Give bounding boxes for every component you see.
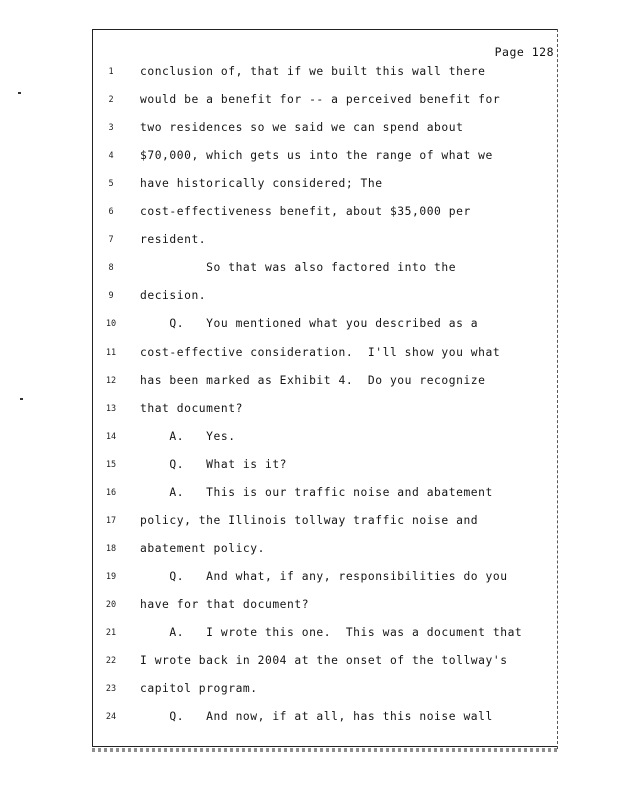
- line-number: 20: [105, 599, 117, 610]
- line-number: 6: [108, 207, 114, 218]
- transcript-line: policy, the Illinois tollway traffic noise and: [140, 513, 479, 527]
- line-number: 4: [108, 151, 114, 162]
- line-number: 1: [108, 67, 114, 77]
- line-number: 3: [108, 123, 114, 134]
- line-number: 12: [105, 375, 117, 386]
- line-number: 22: [105, 656, 117, 667]
- transcript-line: two residences so we said we can spend about: [140, 121, 464, 135]
- line-number: 8: [108, 263, 114, 274]
- transcript-line: abatement policy.: [140, 541, 265, 555]
- transcript-line: conclusion of, that if we built this wall there: [140, 65, 486, 78]
- transcript-line: decision.: [140, 289, 207, 303]
- scan-speck: [20, 398, 23, 400]
- line-number: 14: [105, 431, 117, 442]
- transcript-line: have historically considered; The: [140, 177, 383, 191]
- line-number: 7: [108, 235, 114, 246]
- transcript-line: cost-effectiveness benefit, about $35,000 per: [140, 205, 471, 219]
- line-number: 15: [105, 459, 117, 470]
- line-number: 21: [105, 628, 117, 638]
- line-number: 5: [108, 179, 114, 190]
- line-number: 19: [105, 571, 117, 582]
- transcript-line: capitol program.: [140, 682, 258, 696]
- transcript-page-frame: [92, 29, 558, 747]
- line-number: 10: [105, 319, 117, 330]
- line-number: 23: [105, 684, 117, 695]
- line-number: 2: [108, 95, 114, 106]
- line-number: 17: [105, 515, 117, 526]
- transcript-line: A. This is our traffic noise and abatement: [140, 485, 493, 499]
- line-number: 11: [105, 347, 117, 358]
- line-number: 24: [105, 712, 117, 723]
- transcript-line: cost-effective consideration. I'll show you what: [140, 345, 501, 359]
- line-number: 16: [105, 487, 117, 498]
- transcript-line: Q. And what, if any, responsibilities do you: [140, 569, 508, 583]
- transcript-line: A. Yes.: [140, 429, 236, 443]
- page-number: Page 128: [494, 45, 554, 59]
- transcript-line: has been marked as Exhibit 4. Do you recognize: [140, 373, 486, 387]
- transcript-line: Q. You mentioned what you described as a: [140, 317, 479, 331]
- transcript-line: I wrote back in 2004 at the onset of the tollway's: [140, 654, 508, 668]
- transcript-line: have for that document?: [140, 597, 310, 611]
- transcript-line: that document?: [140, 401, 243, 415]
- transcript-line: would be a benefit for -- a perceived benefit for: [140, 93, 501, 107]
- transcript-line: Q. And now, if at all, has this noise wall: [140, 710, 493, 724]
- footer-strip: [92, 748, 558, 752]
- line-number: 13: [105, 403, 117, 414]
- transcript-line: So that was also factored into the: [140, 261, 457, 275]
- transcript-line: Q. What is it?: [140, 457, 288, 471]
- transcript-line: $70,000, which gets us into the range of what we: [140, 149, 493, 163]
- scan-speck: [18, 92, 21, 94]
- page-right-rule: [557, 29, 558, 749]
- transcript-line: resident.: [140, 233, 207, 247]
- transcript-line: A. I wrote this one. This was a document that: [140, 626, 523, 639]
- line-number: 9: [108, 291, 114, 302]
- line-number: 18: [105, 543, 117, 554]
